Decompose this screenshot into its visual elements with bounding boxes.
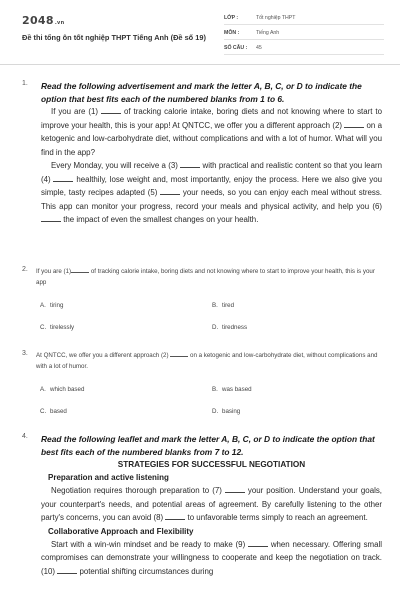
blank-7	[225, 484, 245, 493]
passage-text: of tracking calorie intake, boring diets and not knowing where to start to improve your health, this is your app! At QNTCC, we offer you a different approach (2)	[41, 107, 382, 130]
option-d[interactable]	[212, 324, 247, 331]
option-text: tiring	[50, 302, 64, 309]
option-d[interactable]	[212, 408, 240, 415]
question-instruction: Read the following advertisement and mark the letter A, B, C, or D to indicate the option that best fits each of the numbered blanks from 1 to 6.	[41, 81, 362, 104]
passage-text: when necessary. Offering small compromises can demonstrate your willingness to cooperate and keep the negotiation on track. (10)	[41, 539, 382, 576]
meta-class-key: LỚP :	[224, 15, 239, 21]
leaflet-passage	[41, 484, 382, 525]
option-letter: B.	[212, 302, 218, 309]
passage-text: Every Monday, you will receive a (3)	[51, 161, 178, 170]
passage-text: If you are (1)	[51, 107, 99, 116]
blank-4	[53, 173, 73, 182]
meta-subject-value: Tiếng Anh	[256, 30, 280, 36]
exam-title: Đề thi tổng ôn tốt nghiệp THPT Tiếng Anh (Đề số 19)	[22, 33, 206, 42]
blank-9	[248, 538, 268, 547]
option-letter: D.	[212, 408, 219, 415]
section-heading: Preparation and active listening	[48, 473, 169, 482]
option-b[interactable]	[212, 386, 252, 393]
meta-count-row	[224, 43, 384, 55]
passage-text: on a ketogenic and low-carbohydrate diet, without complications and with a lot of humor. What will you find in the app?	[41, 120, 382, 157]
stem-text: At QNTCC, we offer you a different approach (2)	[36, 352, 169, 359]
stem-text: If you are (1)	[36, 268, 72, 275]
option-c[interactable]	[40, 408, 67, 415]
blank-10	[57, 565, 77, 574]
passage-text: the impact of even the smallest changes on your health.	[63, 215, 259, 224]
option-text: basing	[222, 408, 241, 415]
section-heading: Collaborative Approach and Flexibility	[48, 526, 194, 536]
meta-count-value: 45	[256, 45, 262, 51]
question-number: 1.	[22, 80, 28, 87]
passage-text: your position. Understand your goals, your counterpart's needs, and potential areas of agreement. By carefully listening to the other party's concerns, you can avoid (8)	[41, 486, 382, 522]
passage-paragraph	[41, 159, 382, 227]
option-letter: D.	[212, 324, 219, 331]
option-text: which based	[50, 386, 85, 393]
meta-count-key: SỐ CÂU :	[224, 45, 248, 51]
option-text: tiredness	[222, 324, 248, 331]
option-text: based	[50, 408, 67, 415]
leaflet-title: STRATEGIES FOR SUCCESSFUL NEGOTIATION	[117, 460, 306, 469]
passage-text: Negotiation requires thorough preparation to (7)	[51, 486, 222, 495]
passage-paragraph	[41, 538, 382, 579]
blank-1	[71, 266, 89, 273]
option-text: tired	[222, 302, 235, 309]
passage-text: potential shifting circumstances during	[79, 566, 214, 576]
logo-suffix: .vn	[54, 20, 65, 26]
option-letter: C.	[40, 408, 47, 415]
site-logo[interactable]	[22, 14, 64, 27]
logo-main: 2048	[22, 14, 54, 27]
option-c[interactable]	[40, 324, 74, 331]
advertisement-passage	[41, 105, 382, 227]
blank-6	[41, 213, 61, 222]
passage-paragraph	[41, 484, 382, 525]
question-1	[22, 80, 382, 227]
option-a[interactable]	[40, 386, 84, 393]
question-instruction: Read the following leaflet and mark the letter A, B, C, or D to indicate the option that best fits each of the numbered blanks from 7 to 12.	[41, 434, 375, 457]
meta-subject-key: MÔN :	[224, 30, 240, 36]
option-letter: C.	[40, 324, 47, 331]
question-4	[22, 433, 382, 578]
question-2	[22, 266, 382, 340]
option-text: tirelessly	[50, 324, 75, 331]
option-b[interactable]	[212, 302, 234, 309]
blank-1	[101, 105, 121, 114]
option-letter: B.	[212, 386, 218, 393]
question-3	[22, 350, 382, 424]
option-a[interactable]	[40, 302, 63, 309]
answer-options	[36, 302, 382, 340]
question-number: 3.	[22, 350, 28, 357]
passage-text: with practical and realistic content so that you learn (4)	[41, 161, 382, 184]
stem-text: on a ketogenic and low-carbohydrate diet, without complications and with a lot of humor.	[36, 352, 378, 370]
passage-text: to unfavorable terms simply to reach an agreement.	[187, 513, 368, 522]
blank-2	[170, 350, 188, 357]
leaflet-passage	[41, 538, 382, 579]
question-number: 2.	[22, 266, 28, 273]
passage-text: your needs, so you can enjoy each meal without stress. This app can monitor your progress, record your meals and physical activity, and help you (6)	[41, 188, 382, 211]
option-letter: A.	[40, 302, 46, 309]
passage-paragraph	[41, 105, 382, 159]
option-letter: A.	[40, 386, 46, 393]
option-text: was based	[222, 386, 252, 393]
passage-text: Start with a win-win mindset and be ready to make (9)	[51, 539, 246, 549]
blank-8	[165, 511, 185, 520]
exam-header	[0, 0, 400, 65]
question-stem	[36, 266, 382, 288]
blank-2	[344, 119, 364, 128]
blank-3	[180, 159, 200, 168]
passage-text: healthily, lose weight and, most importantly, enjoy the process. Here we also give you simple, tasty recipes adapted (5)	[41, 174, 382, 197]
meta-class-value: Tốt nghiệp THPT	[256, 15, 296, 21]
question-number: 4.	[22, 433, 28, 440]
blank-5	[160, 186, 180, 195]
stem-text: of tracking calorie intake, boring diets and not knowing where to start to improve your health, this is your app	[36, 268, 375, 286]
question-stem	[36, 350, 382, 372]
meta-subject-row	[224, 28, 384, 40]
answer-options	[36, 386, 382, 424]
meta-class-row	[224, 13, 384, 25]
